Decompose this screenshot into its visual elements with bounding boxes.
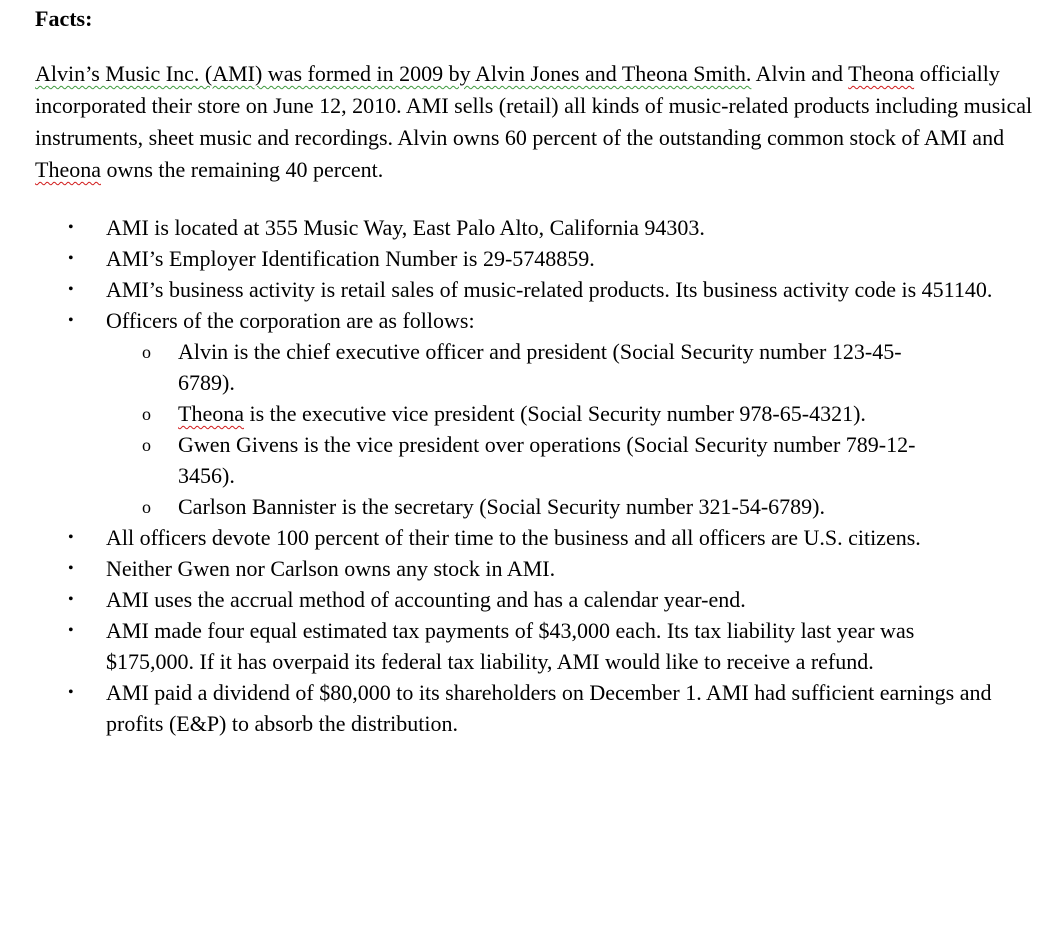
- officer-item: [106, 429, 948, 491]
- fact-item: [0, 305, 1000, 522]
- bullet-icon: •: [68, 250, 74, 267]
- intro-name-spell-flagged: Theona: [35, 157, 101, 182]
- officer-item: [106, 336, 948, 398]
- fact-text: AMI’s Employer Identification Number is 29-5748859.: [106, 246, 595, 271]
- officers-list: [106, 336, 1000, 522]
- fact-text: AMI is located at 355 Music Way, East Palo Alto, California 94303.: [106, 215, 705, 240]
- fact-text: AMI uses the accrual method of accounting and has a calendar year-end.: [106, 587, 746, 612]
- bullet-icon: •: [68, 622, 74, 639]
- fact-item: [0, 584, 1000, 615]
- intro-text: Alvin and: [751, 61, 849, 86]
- bullet-icon: •: [68, 281, 74, 298]
- fact-text: AMI’s business activity is retail sales of music-related products. Its business activity code is 451140.: [106, 277, 993, 302]
- fact-text: AMI paid a dividend of $80,000 to its shareholders on December 1. AMI had sufficient earnings and profits (E&P) to absorb the distribution.: [106, 680, 992, 736]
- bullet-icon: •: [68, 591, 74, 608]
- fact-item: [0, 677, 1000, 739]
- fact-item: [0, 615, 1000, 677]
- fact-item: [0, 522, 1000, 553]
- facts-list: [0, 212, 1000, 739]
- circle-bullet-icon: o: [142, 497, 151, 517]
- bullet-icon: •: [68, 312, 74, 329]
- fact-item: [0, 212, 1000, 243]
- bullet-icon: •: [68, 560, 74, 577]
- fact-item: [0, 243, 1000, 274]
- intro-paragraph: [35, 58, 1040, 186]
- facts-heading: Facts:: [35, 6, 93, 31]
- intro-text: officially incorporated their store on June 12, 2010. AMI sells (retail) all kinds of music-related products including musical instruments, sheet music and recordings. Alvin owns 60 percent of the outstanding common stock of AMI and: [35, 61, 1033, 150]
- circle-bullet-icon: o: [142, 342, 151, 362]
- officer-item: [106, 491, 948, 522]
- intro-sentence-grammar-flagged: Alvin’s Music Inc. (AMI) was formed in 2009 by Alvin Jones and Theona Smith.: [35, 61, 752, 86]
- fact-item: [0, 274, 1000, 305]
- officer-text: Alvin is the chief executive officer and president (Social Security number 123-45-6789).: [178, 339, 902, 395]
- circle-bullet-icon: o: [142, 435, 151, 455]
- fact-item: [0, 553, 1000, 584]
- officer-text: Gwen Givens is the vice president over operations (Social Security number 789-12-3456).: [178, 432, 916, 488]
- officer-name-spell-flagged: Theona: [178, 401, 244, 426]
- fact-text: AMI made four equal estimated tax payments of $43,000 each. Its tax liability last year was $175,000. If it has overpaid its federal tax liability, AMI would like to receive a refund.: [106, 618, 915, 674]
- fact-text: Officers of the corporation are as follows:: [106, 308, 475, 333]
- bullet-icon: •: [68, 219, 74, 236]
- officer-item: [106, 398, 948, 429]
- officer-text: is the executive vice president (Social Security number 978-65-4321).: [243, 401, 866, 426]
- officer-text: Carlson Bannister is the secretary (Social Security number 321-54-6789).: [178, 494, 826, 519]
- bullet-icon: •: [68, 529, 74, 546]
- bullet-icon: •: [68, 684, 74, 701]
- intro-name-spell-flagged: Theona: [848, 61, 915, 86]
- fact-text: Neither Gwen nor Carlson owns any stock in AMI.: [106, 556, 556, 581]
- intro-text: owns the remaining 40 percent.: [100, 157, 384, 182]
- fact-text: All officers devote 100 percent of their time to the business and all officers are U.S. citizens.: [106, 525, 921, 550]
- circle-bullet-icon: o: [142, 404, 151, 424]
